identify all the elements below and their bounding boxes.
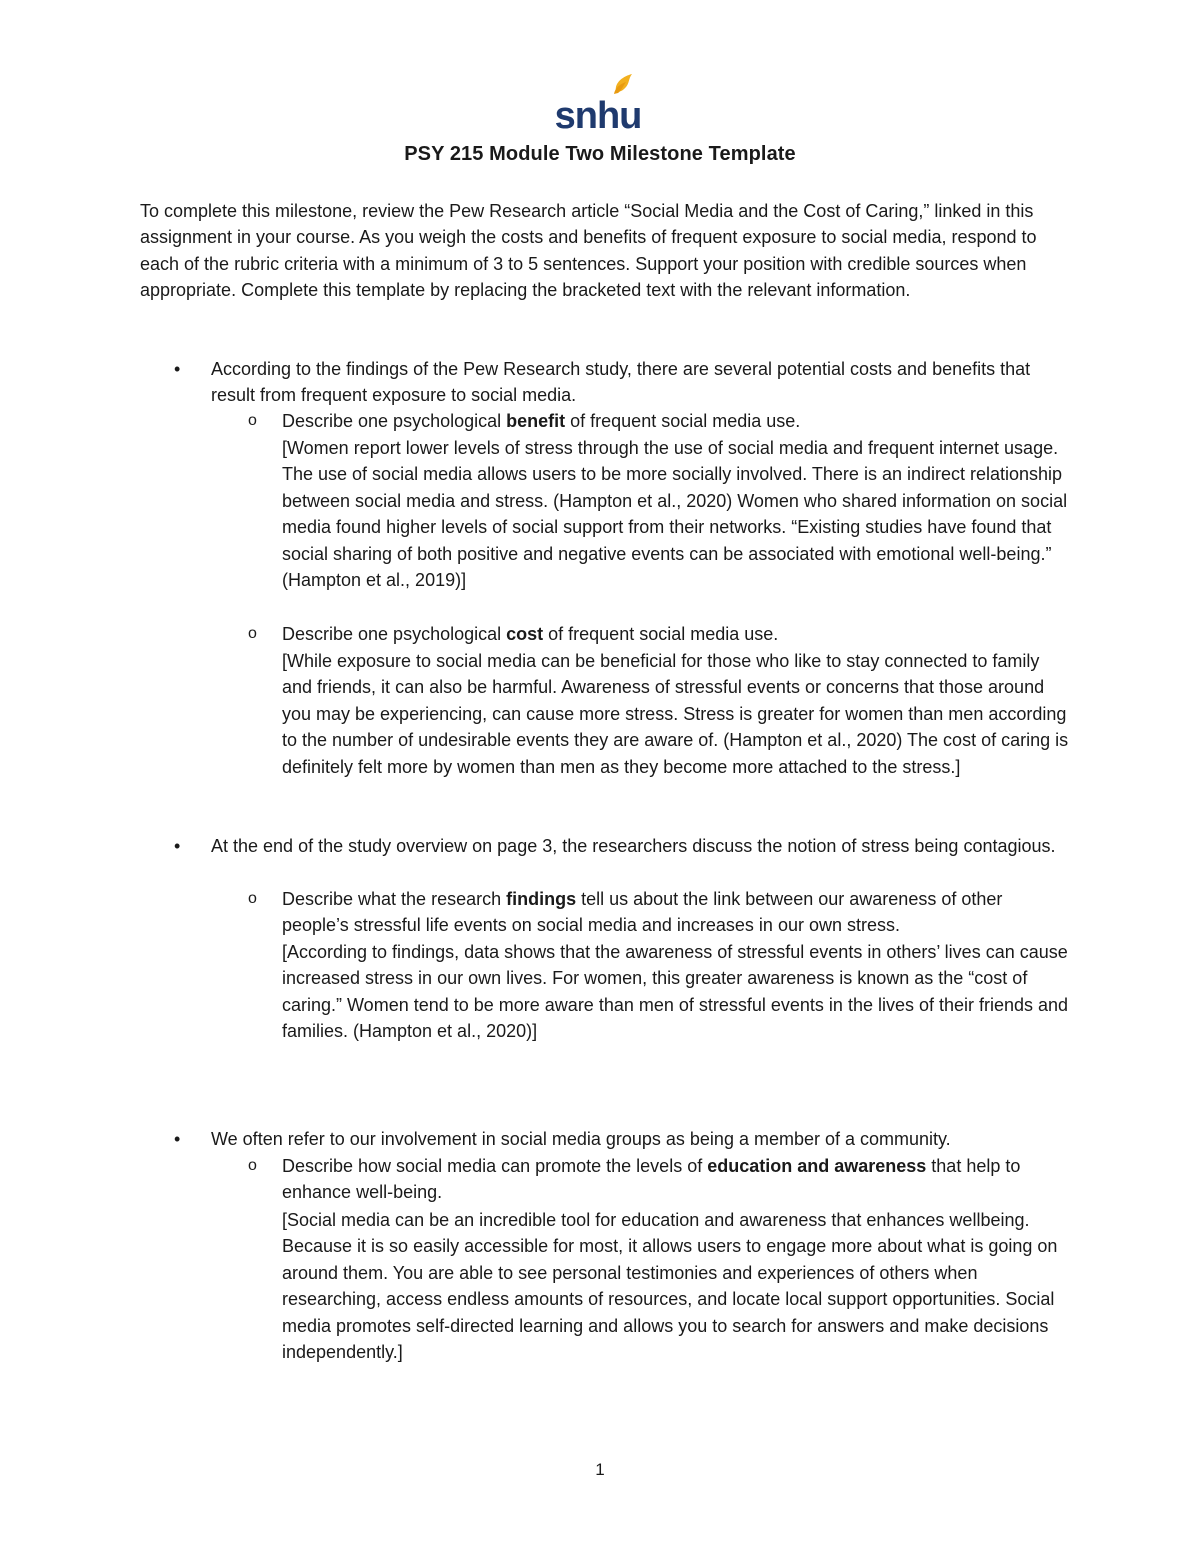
section-3-text: We often refer to our involvement in social media groups as being a member of a community. xyxy=(211,1129,951,1149)
answer-3-1: [Social media can be an incredible tool for education and awareness that enhances wellbeing. Because it is so easily accessible for most, it allows users to engage more about what is going on around them. You are able to see personal testimonies and experiences of others when researching, access endless amounts of resources, and locate local support opportunities. Social media promotes self-directed learning and allows you to search for answers and make decisions independently.] xyxy=(282,1210,1058,1363)
answer-1-1: [Women report lower levels of stress through the use of social media and frequent internet usage. The use of social media allows users to be more socially involved. There is an indirect relationship between social media and stress. (Hampton et al., 2020) Women who shared information on social media found higher levels of social support from their networks. “Existing studies have found that social sharing of both positive and negative events can be associated with emotional well-being.” (Hampton et al., 2019)] xyxy=(282,438,1068,591)
page-number: 1 xyxy=(595,1460,605,1479)
prompt-2-1: Describe what the research findings tell us about the link between our awareness of other people’s stressful life events on social media and increases in our own stress. xyxy=(282,889,1003,936)
sub-bullet-1-1: o xyxy=(248,412,257,429)
snhu-logo xyxy=(552,70,644,134)
prompt-3-1: Describe how social media can promote the levels of education and awareness that help to enhance well-being. xyxy=(282,1156,1021,1203)
sub-bullet-1-2: o xyxy=(248,625,257,642)
sub-bullet-2-1: o xyxy=(248,890,257,907)
answer-2-1: [According to findings, data shows that the awareness of stressful events in others’ lives can cause increased stress in our own lives. For women, this greater awareness is known as the “cost of caring.” Women tend to be more aware than men of stressful events in the lives of their friends and families. (Hampton et al., 2020)] xyxy=(282,942,1069,1042)
intro-paragraph: To complete this milestone, review the Pew Research article “Social Media and the Cost of Caring,” linked in this assignment in your course. As you weigh the costs and benefits of frequent exposure to social media, respond to each of the rubric criteria with a minimum of 3 to 5 sentences. Support your position with credible sources when appropriate. Complete this template by replacing the bracketed text with the relevant information. xyxy=(140,201,1037,301)
bullet-2: • xyxy=(174,836,181,856)
page-title: PSY 215 Module Two Milestone Template xyxy=(404,143,796,165)
svg-text:snhu: snhu xyxy=(554,95,642,134)
snhu-logo-mark xyxy=(552,70,644,134)
prompt-1-2: Describe one psychological cost of frequent social media use. xyxy=(282,624,779,644)
prompt-1-1: Describe one psychological benefit of frequent social media use. xyxy=(282,411,801,431)
section-2-text: At the end of the study overview on page 3, the researchers discuss the notion of stress being contagious. xyxy=(211,836,1056,856)
sub-bullet-3-1: o xyxy=(248,1157,257,1174)
bullet-1: • xyxy=(174,359,181,379)
answer-1-2: [While exposure to social media can be beneficial for those who like to stay connected to family and friends, it can also be harmful. Awareness of stressful events or concerns that those around you may be experiencing, can cause more stress. Stress is greater for women than men according to the number of undesirable events they are aware of. (Hampton et al., 2020) The cost of caring is definitely felt more by women than men as they become more attached to the stress.] xyxy=(282,651,1069,777)
section-1-text: According to the findings of the Pew Research study, there are several potential costs and benefits that result from frequent exposure to social media. xyxy=(211,359,1031,406)
bullet-3: • xyxy=(174,1129,181,1149)
